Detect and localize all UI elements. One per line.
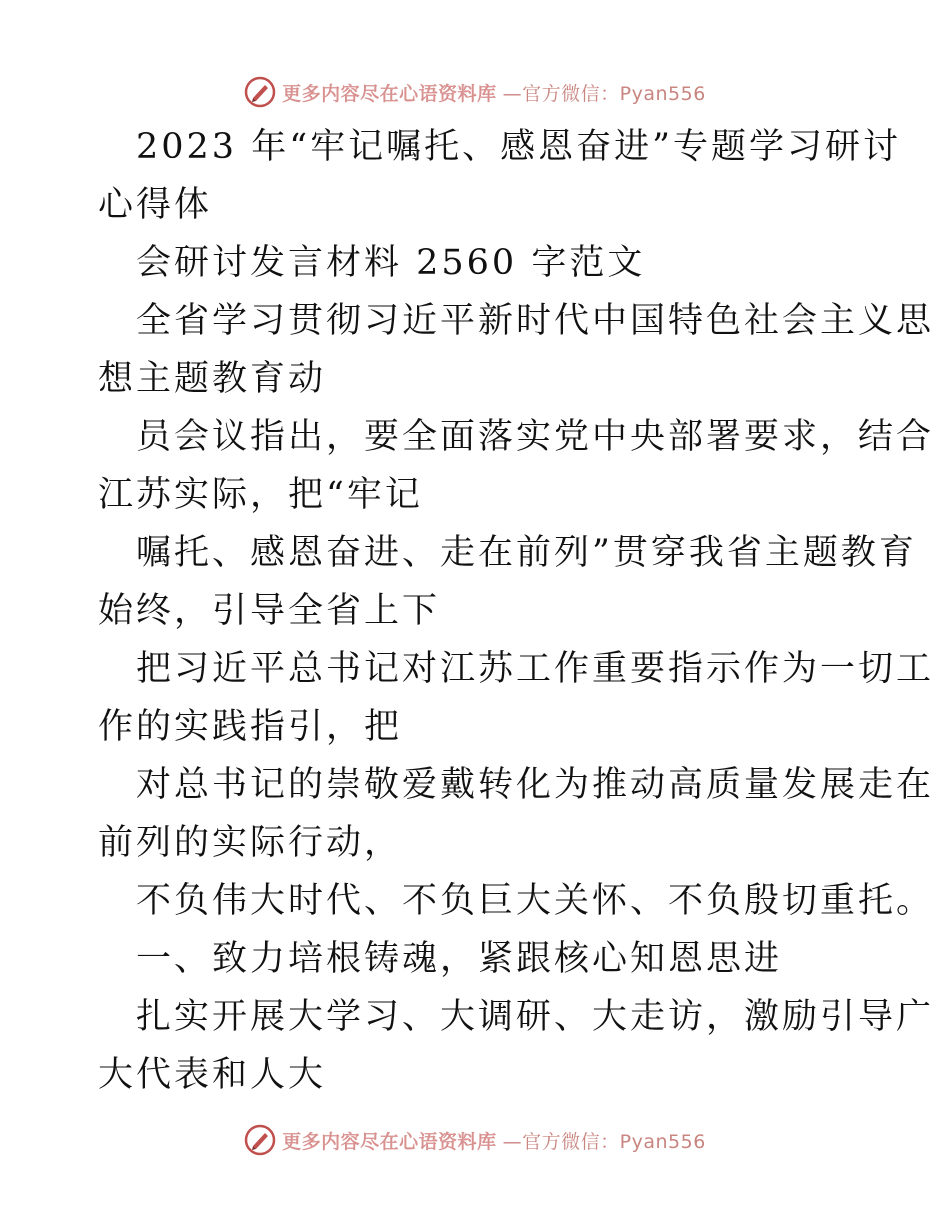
- text-line: 嘱托、感恩奋进、走在前列”贯穿我省主题教育: [136, 533, 917, 573]
- watermark-contact: —官方微信：Pyan556: [502, 1130, 706, 1153]
- pen-logo-icon: [244, 76, 276, 108]
- pen-logo-icon: [244, 1124, 276, 1156]
- text-line: 始终，引导全省上下: [98, 591, 441, 631]
- text-line: 江苏实际，把“牢记: [98, 475, 423, 515]
- watermark-contact: —官方微信：Pyan556: [502, 82, 706, 105]
- header-watermark: [0, 72, 950, 112]
- text-line: 对总书记的崇敬爱戴转化为推动高质量发展走在: [136, 765, 935, 805]
- text-line: 2023 年“牢记嘱托、感恩奋进”专题学习研讨: [136, 127, 901, 167]
- text-line: 全省学习贯彻习近平新时代中国特色社会主义思: [136, 301, 935, 341]
- text-line: 前列的实际行动，: [98, 823, 403, 863]
- text-line: 大代表和人大: [98, 1055, 327, 1095]
- document-body: [98, 118, 935, 1104]
- text-line: 心得体: [98, 185, 213, 225]
- text-line: 扎实开展大学习、大调研、大走访，激励引导广: [136, 997, 935, 1037]
- text-line: 不负伟大时代、不负巨大关怀、不负殷切重托。: [136, 881, 935, 921]
- text-line: 会研讨发言材料 2560 字范文: [136, 243, 646, 283]
- text-line: 员会议指出，要全面落实党中央部署要求，结合: [136, 417, 935, 457]
- watermark-brand: 更多内容尽在心语资料库: [282, 1130, 497, 1153]
- section-heading: 一、致力培根铸魂，紧跟核心知恩思进: [136, 939, 783, 979]
- watermark-brand: 更多内容尽在心语资料库: [282, 82, 497, 105]
- text-line: 把习近平总书记对江苏工作重要指示作为一切工: [136, 649, 935, 689]
- text-line: 想主题教育动: [98, 359, 327, 399]
- text-line: 作的实践指引，把: [98, 707, 403, 747]
- footer-watermark: [0, 1120, 950, 1160]
